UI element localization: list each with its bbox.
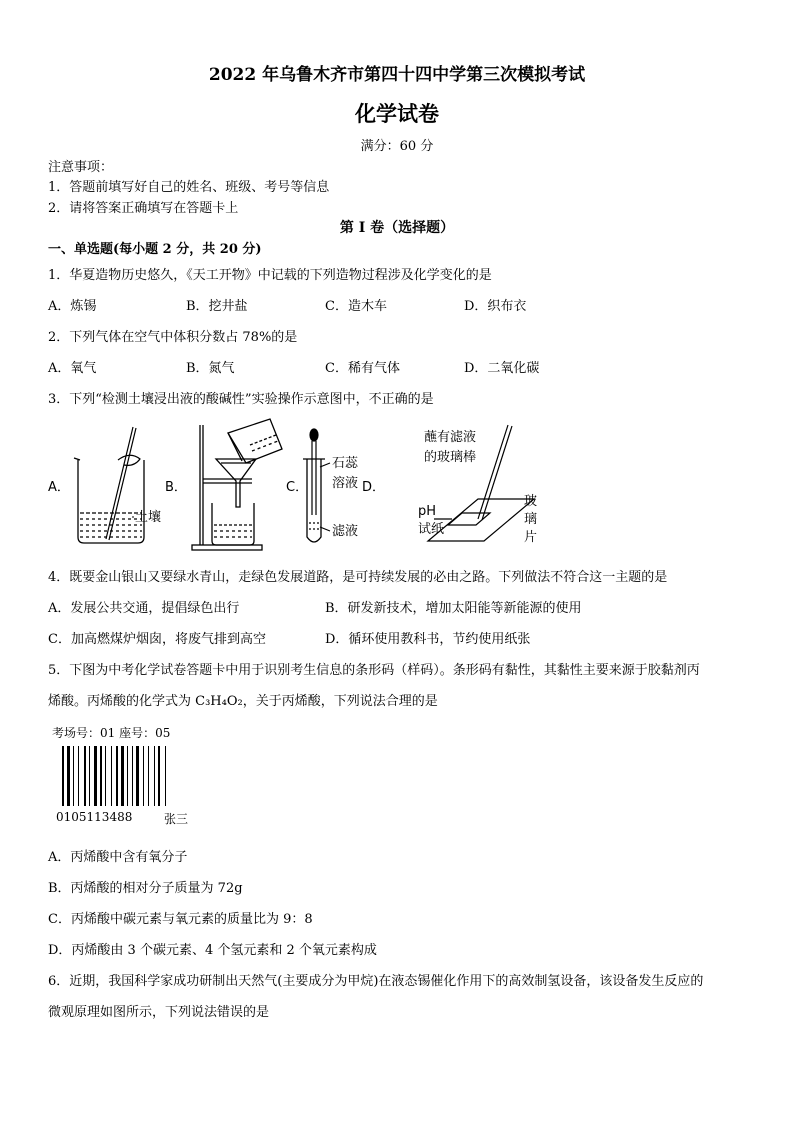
q4-option-d: D．循环使用教科书，节约使用纸张 (325, 632, 531, 647)
ph-label-1: pH (418, 504, 437, 519)
pouring-beaker-b (228, 419, 282, 463)
glass-label-3: 片 (524, 530, 538, 545)
question-6-stem-line-2: 微观原理如图所示，下列说法错误的是 (48, 1005, 270, 1020)
notice-heading: 注意事项： (48, 160, 114, 175)
fig-label-c: C． (286, 480, 309, 495)
section-title: 一、单选题(每小题 2 分，共 20 分) (48, 242, 262, 257)
litmus-label-1: 石蕊 (332, 456, 359, 471)
q1-option-b: B．挖井盐 (186, 299, 248, 314)
fig-label-a: A． (48, 480, 70, 495)
volume-title: 第 I 卷（选择题） (339, 220, 455, 236)
litmus-label-2: 溶液 (332, 476, 359, 491)
full-score: 满分：60 分 (360, 139, 434, 154)
q5-option-d: D．丙烯酸由 3 个碳元素、4 个氢元素和 2 个氧元素构成 (48, 943, 377, 958)
notice-item: 2．请将答案正确填写在答题卡上 (48, 201, 239, 216)
q4-option-b: B．研发新技术，增加太阳能等新能源的使用 (325, 601, 582, 616)
q2-option-a: A．氧气 (48, 361, 97, 376)
barcode-bars (62, 746, 192, 806)
q5-option-a: A．丙烯酸中含有氧分子 (48, 850, 188, 865)
barcode-name: 张三 (164, 812, 189, 826)
q1-option-d: D．织布衣 (464, 299, 527, 314)
dipped-rod-label-2: 的玻璃棒 (424, 450, 477, 465)
exam-title: 2022 年乌鲁木齐市第四十四中学第三次模拟考试 (208, 65, 586, 85)
question-2-stem: 2．下列气体在空气中体积分数占 78%的是 (48, 330, 298, 345)
glass-rod-d (478, 425, 512, 520)
filtrate-label: 滤液 (332, 524, 359, 539)
beaker-a (74, 458, 144, 543)
ph-label-2: 试纸 (418, 522, 445, 537)
q1-option-c: C．造木车 (325, 299, 387, 314)
barcode-sample (52, 724, 212, 834)
question-5-stem-line-1: 5．下图为中考化学试卷答题卡中用于识别考生信息的条形码（样码）。条形码有黏性，其黏性主要来源于胶黏剂丙 (48, 663, 700, 678)
glass-label-1: 玻 (524, 494, 538, 509)
q4-option-a: A．发展公共交通，提倡绿色出行 (48, 601, 240, 616)
test-tube-c (303, 459, 325, 542)
q3-experiment-figure (0, 415, 794, 560)
notice-item: 1．答题前填写好自己的姓名、班级、考号等信息 (48, 180, 330, 195)
q2-option-b: B．氮气 (186, 361, 235, 376)
question-6-stem-line-1: 6．近期，我国科学家成功研制出天然气(主要成分为甲烷)在液态锡催化作用下的高效制氢设备，该设备发生反应的 (48, 974, 704, 989)
fig-label-d: D． (362, 480, 386, 495)
question-3-stem: 3．下列“检测土壤浸出液的酸碱性”实验操作示意图中，不正确的是 (48, 392, 434, 407)
subject-title: 化学试卷 (355, 101, 439, 126)
q5-option-b: B．丙烯酸的相对分子质量为 72g (48, 881, 243, 896)
question-5-stem-line-2: 烯酸。丙烯酸的化学式为 C₃H₄O₂，关于丙烯酸，下列说法合理的是 (48, 694, 438, 709)
barcode-room-seat: 考场号：01 座号：05 (52, 726, 171, 740)
q1-option-a: A．炼锡 (48, 299, 97, 314)
q2-option-d: D．二氧化碳 (464, 361, 540, 376)
question-1-stem: 1．华夏造物历史悠久，《天工开物》中记载的下列造物过程涉及化学变化的是 (48, 268, 492, 283)
barcode-number: 0105113488 (56, 810, 133, 824)
dipped-rod-label-1: 蘸有滤液 (424, 430, 477, 445)
glass-label-2: 璃 (524, 512, 538, 527)
fig-label-b: B． (165, 480, 187, 495)
dropper-c (310, 429, 330, 531)
soil-label: 土壤 (135, 510, 162, 525)
q2-option-c: C．稀有气体 (325, 361, 400, 376)
q4-option-c: C．加高燃煤炉烟囱，将废气排到高空 (48, 632, 266, 647)
q5-option-c: C．丙烯酸中碳元素与氧元素的质量比为 9：8 (48, 912, 313, 927)
question-4-stem: 4．既要金山银山又要绿水青山，走绿色发展道路，是可持续发展的必由之路。下列做法不符合这一主题的是 (48, 570, 668, 585)
